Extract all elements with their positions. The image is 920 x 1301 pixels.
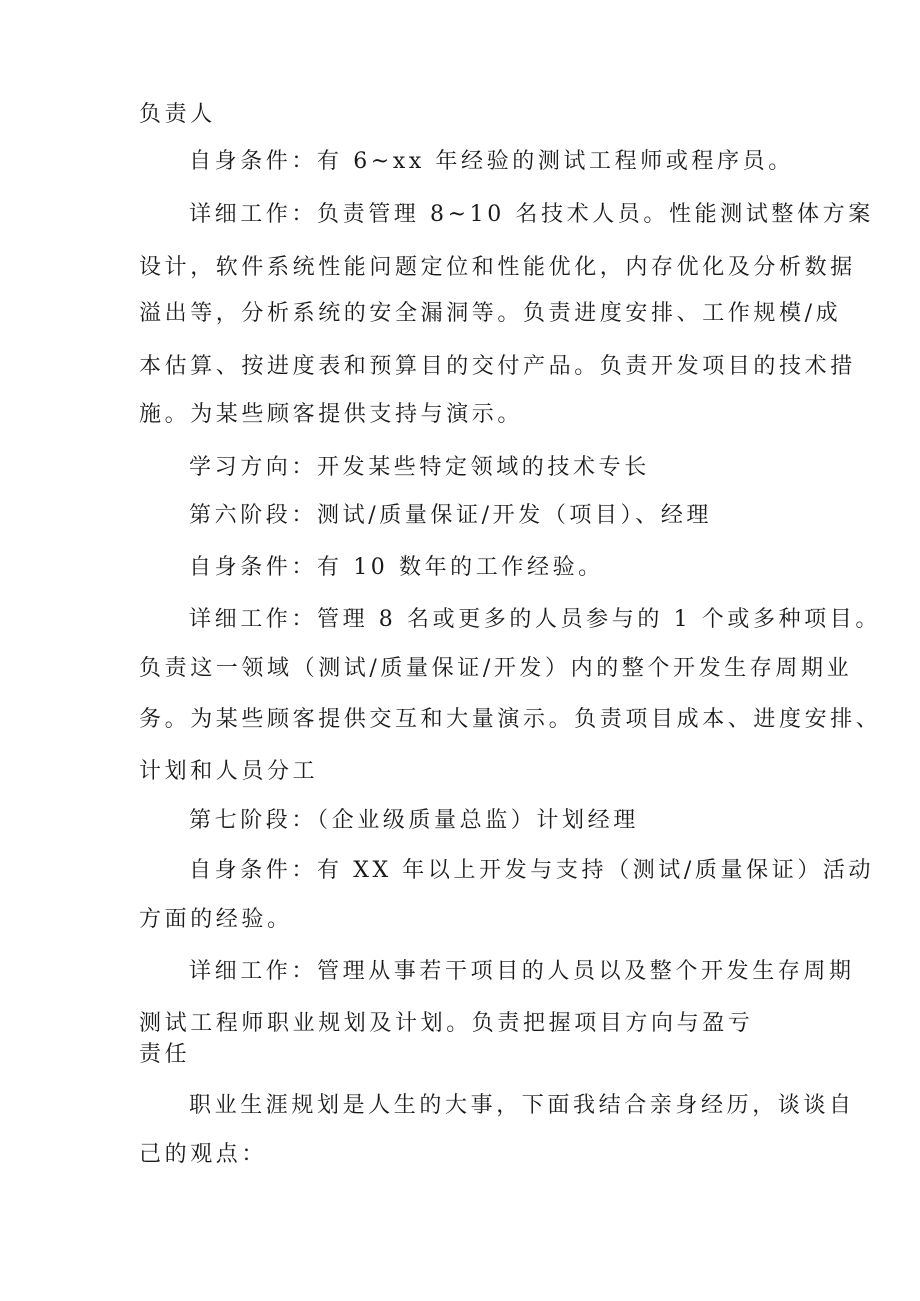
text-line: 溢出等，分析系统的安全漏洞等。负责进度安排、工作规模/成 — [139, 301, 842, 326]
text-line: 施。为某些顾客提供支持与演示。 — [139, 402, 524, 427]
text-line: 详细工作：管理从事若干项目的人员以及整个开发生存周期 — [189, 959, 855, 984]
text-line: 详细工作：负责管理 8~10 名技术人员。性能测试整体方案 — [189, 202, 874, 227]
text-line: 本估算、按进度表和预算目的交付产品。负责开发项目的技术措 — [139, 354, 856, 379]
text-line: 负责人 — [139, 102, 216, 127]
text-line: 职业生涯规划是人生的大事，下面我结合亲身经历，谈谈自 — [189, 1093, 855, 1118]
text-line: 学习方向：开发某些特定领域的技术专长 — [189, 455, 650, 480]
text-line: 己的观点： — [139, 1142, 268, 1167]
text-line: 第七阶段：（企业级质量总监）计划经理 — [189, 808, 639, 833]
text-line: 方面的经验。 — [139, 907, 293, 932]
text-line: 第六阶段：测试/质量保证/开发（项目）、经理 — [189, 503, 713, 528]
text-line: 自身条件：有 6~xx 年经验的测试工程师或程序员。 — [189, 149, 794, 174]
text-line: 自身条件：有 10 数年的工作经验。 — [189, 555, 604, 580]
text-line: 务。为某些顾客提供交互和大量演示。负责项目成本、进度安排、 — [139, 707, 882, 732]
text-line: 测试工程师职业规划及计划。负责把握项目方向与盈亏 — [139, 1011, 754, 1036]
text-line: 自身条件：有 XX 年以上开发与支持（测试/质量保证）活动 — [189, 858, 875, 883]
text-line: 设计，软件系统性能问题定位和性能优化，内存优化及分析数据 — [139, 255, 856, 280]
text-line: 责任 — [139, 1042, 191, 1067]
text-line: 计划和人员分工 — [139, 759, 319, 784]
text-line: 负责这一领域（测试/质量保证/开发）内的整个开发生存周期业 — [139, 656, 853, 681]
text-line: 详细工作：管理 8 名或更多的人员参与的 1 个或多种项目。 — [189, 607, 881, 632]
